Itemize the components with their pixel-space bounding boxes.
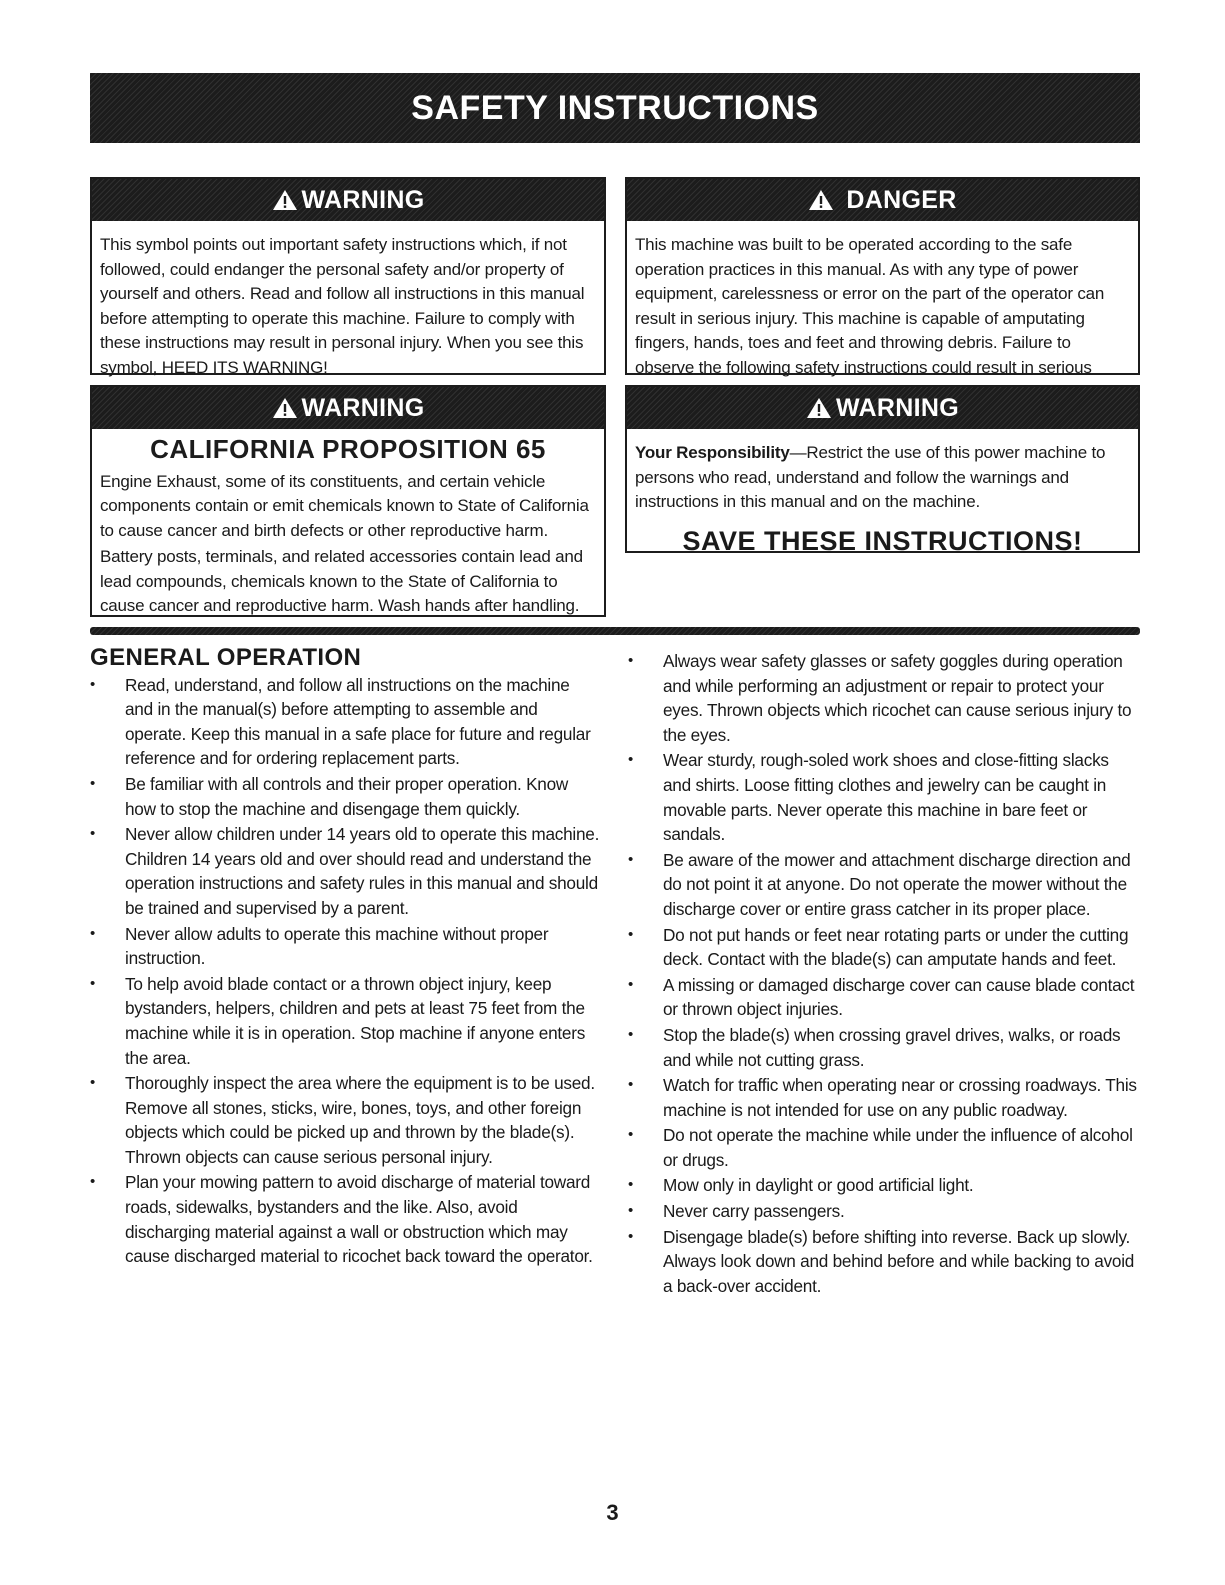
- bullet-icon: •: [90, 974, 96, 992]
- general-operation-list-left: [90, 673, 602, 1269]
- list-item: • Never allow adults to operate this machine without proper instruction.: [90, 923, 549, 969]
- danger-header: [627, 179, 1138, 221]
- prop65-warning-heading: WARNING: [301, 393, 425, 422]
- general-operation-left-column: [90, 646, 602, 1270]
- list-item: • Do not put hands or feet near rotating parts or under the cutting deck. Contact with the blade(s) can amputate hands and feet.: [628, 924, 1129, 970]
- warning-triangle-icon: [272, 189, 298, 211]
- responsibility-body: —Restrict the use of this power machine to persons who read, understand and follow the warnings and instructions in this manual and on the machine.: [635, 443, 1106, 511]
- warning-box-prop65: [90, 385, 606, 617]
- bullet-icon: •: [628, 1227, 634, 1245]
- bullet-icon: •: [90, 924, 96, 942]
- danger-heading: DANGER: [846, 185, 957, 214]
- page-number: 3: [606, 1500, 619, 1525]
- warning-triangle-icon: [806, 397, 832, 419]
- prop65-warning-header: [92, 387, 604, 429]
- warning-header: [92, 179, 604, 221]
- section-title: SAFETY INSTRUCTIONS: [411, 88, 819, 127]
- prop65-paragraph-1: Engine Exhaust, some of its constituents, and certain vehicle components contain or emit chemicals known to State of California to cause cancer and birth defects or other reproductive harm.: [100, 471, 589, 540]
- responsibility-warning-header: [627, 387, 1138, 429]
- list-item: • Never allow children under 14 years old to operate this machine. Children 14 years old and over should read and understand the operation instructions and safety rules in this manual and should be trained and supervised by a parent.: [90, 824, 600, 918]
- bullet-icon: •: [628, 1076, 634, 1094]
- bullet-icon: •: [628, 925, 634, 943]
- list-item: • Thoroughly inspect the area where the equipment is to be used. Remove all stones, sticks, wire, bones, toys, and other foreign objects which could be picked up and thrown by the blade(s). Thrown objects can cause serious personal injury.: [90, 1073, 595, 1167]
- bullet-icon: •: [628, 751, 634, 769]
- bullet-icon: •: [90, 1074, 96, 1092]
- list-item: • Be familiar with all controls and their proper operation. Know how to stop the machine and disengage them quickly.: [90, 773, 569, 819]
- bullet-icon: •: [90, 1173, 96, 1191]
- danger-box: [625, 177, 1140, 375]
- list-item: • Disengage blade(s) before shifting into reverse. Back up slowly. Always look down and behind before and while backing to avoid a back-over accident.: [628, 1226, 1135, 1296]
- list-item: • Always wear safety glasses or safety goggles during operation and while performing an adjustment or repair to protect your eyes. Thrown objects which ricochet can cause serious injury to the eyes.: [628, 651, 1132, 745]
- responsibility-text: [635, 441, 1130, 515]
- bullet-icon: •: [628, 850, 634, 868]
- responsibility-lead: Your Responsibility: [635, 443, 790, 462]
- warning-heading: WARNING: [301, 185, 425, 214]
- section-title-bar: [90, 73, 1140, 143]
- responsibility-warning-heading: WARNING: [836, 393, 959, 422]
- bullet-icon: •: [628, 1126, 634, 1144]
- list-item: • Mow only in daylight or good artificial light.: [628, 1173, 1140, 1198]
- danger-text: This machine was built to be operated according to the safe operation practices in this manual. As with any type of power equipment, carelessness or error on the part of the operator can result in serious injury. This machine is capable of amputating fingers, hands, toes and feet and throwing debris. Failure to observe the following safety instructions could result in serious: [635, 235, 1105, 377]
- bullet-icon: •: [628, 1025, 634, 1043]
- warning-box-responsibility: [625, 385, 1140, 556]
- list-item: • Read, understand, and follow all instructions on the machine and in the manual(s) before attempting to assemble and operate. Keep this manual in a safe place for future and regular reference and for ordering replacement parts.: [90, 674, 591, 769]
- list-item: • To help avoid blade contact or a thrown object injury, keep bystanders, helpers, children and pets at least 75 feet from the machine while it is in operation. Stop machine if anyone enters the area.: [90, 973, 586, 1068]
- list-item: • Wear sturdy, rough-soled work shoes and close-fitting slacks and shirts. Loose fitting clothes and jewelry can be caught in movable parts. Never operate this machine in bare feet or sandals.: [628, 750, 1109, 845]
- general-operation-right-column: [628, 649, 1140, 1299]
- list-item: • Be aware of the mower and attachment discharge direction and do not point it at anyone. Do not operate the mower without the discharge cover or entire grass catcher in its proper place.: [628, 849, 1131, 919]
- list-item: • Stop the blade(s) when crossing gravel drives, walks, or roads and while not cutting grass.: [628, 1024, 1121, 1070]
- prop65-paragraph-2: Battery posts, terminals, and related accessories contain lead and lead compounds, chemicals known to the State of California to cause cancer and reproductive harm. Wash hands after handling.: [100, 547, 583, 615]
- list-item: • Plan your mowing pattern to avoid discharge of material toward roads, sidewalks, bystanders and the like. Also, avoid discharging material against a wall or obstruction which may cause discharged material to ricochet back toward the operator.: [90, 1172, 593, 1267]
- bullet-icon: •: [90, 774, 96, 792]
- list-item: • Never carry passengers.: [628, 1199, 1140, 1224]
- bullet-icon: •: [90, 675, 96, 693]
- warning-triangle-icon: [272, 397, 298, 419]
- danger-triangle-icon: [808, 189, 834, 211]
- bullet-icon: •: [90, 825, 96, 843]
- prop65-title: CALIFORNIA PROPOSITION 65: [150, 434, 546, 464]
- warning-box-symbol: [90, 177, 606, 375]
- bullet-icon: •: [628, 652, 634, 669]
- general-operation-heading: GENERAL OPERATION: [90, 644, 362, 671]
- bullet-icon: •: [628, 975, 634, 993]
- bullet-icon: •: [628, 1202, 634, 1220]
- list-item: • A missing or damaged discharge cover can cause blade contact or thrown object injuries.: [628, 974, 1135, 1020]
- list-item: • Watch for traffic when operating near or crossing roadways. This machine is not intended for use on any public roadway.: [628, 1075, 1137, 1120]
- section-divider: [90, 627, 1140, 635]
- bullet-icon: •: [628, 1176, 634, 1194]
- general-operation-list-right: [628, 649, 1140, 1298]
- list-item: • Do not operate the machine while under the influence of alcohol or drugs.: [628, 1125, 1133, 1170]
- warning-text: This symbol points out important safety instructions which, if not followed, could endanger the personal safety and/or property of yourself and others. Read and follow all instructions in this manual before attempting to operate this machine. Failure to comply with these instructions may result in personal injury. When you see this symbol, HEED ITS WARNING!: [100, 235, 585, 377]
- save-instructions: SAVE THESE INSTRUCTIONS!: [682, 525, 1083, 556]
